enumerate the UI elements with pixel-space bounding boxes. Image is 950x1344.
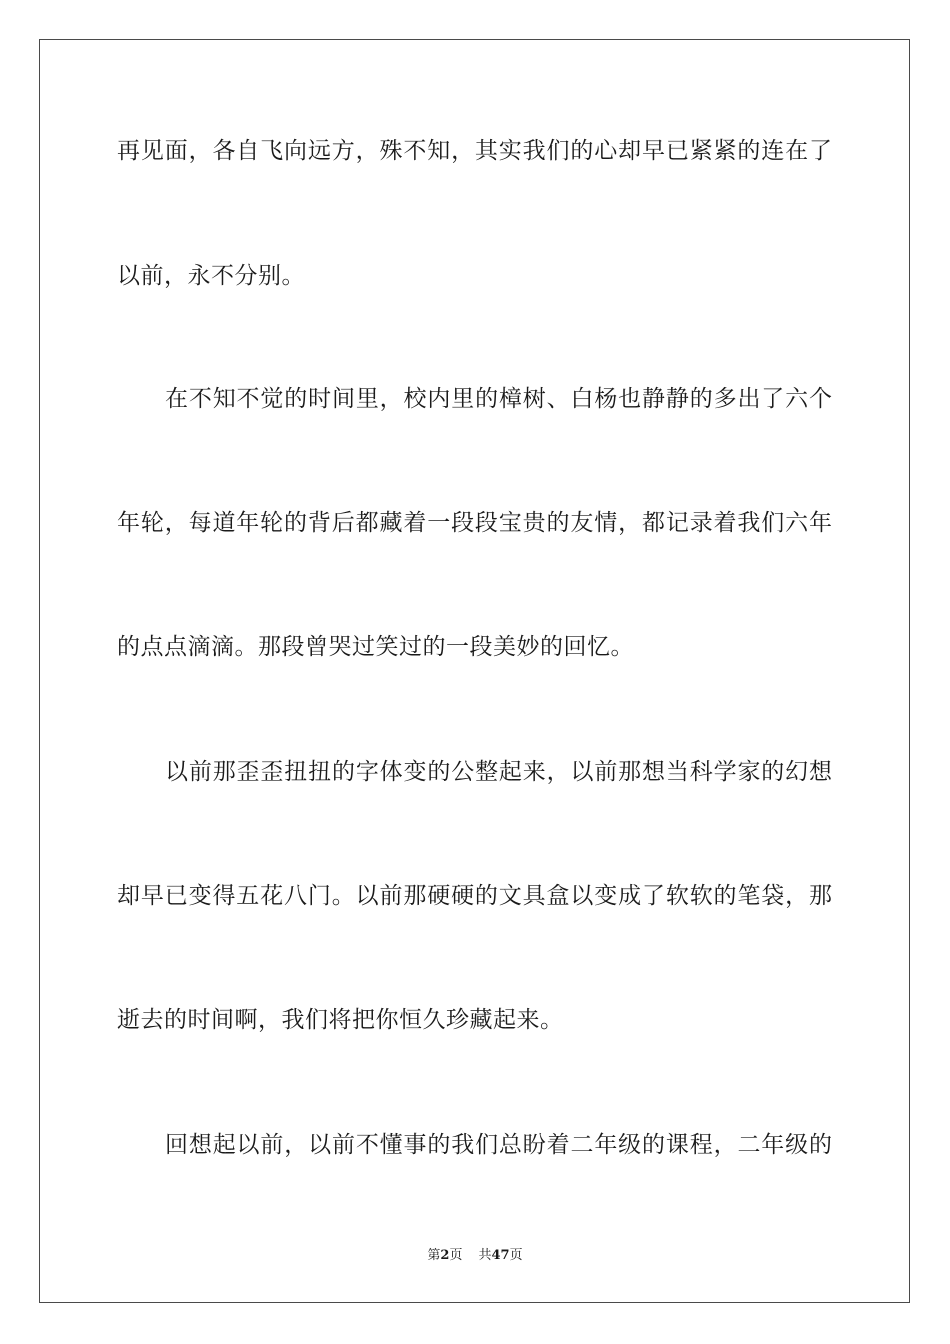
page-prefix: 第 [427,1248,441,1263]
text-line-8: 逝去的时间啊，我们将把你恒久珍藏起来。 [117,1007,564,1033]
total-pages: 47 [491,1248,510,1263]
total-suffix: 页 [509,1248,523,1263]
page-footer [0,1247,950,1265]
page-number: 2 [440,1248,450,1263]
text-line-3: 在不知不觉的时间里，校内里的樟树、白杨也静静的多出了六个 [165,386,832,412]
page-suffix: 页 [449,1248,463,1263]
page-frame [39,39,910,1303]
total-prefix: 共 [478,1248,492,1263]
text-line-6: 以前那歪歪扭扭的字体变的公整起来，以前那想当科学家的幻想 [165,759,832,785]
text-line-1: 再见面，各自飞向远方，殊不知，其实我们的心却早已紧紧的连在了 [117,138,832,164]
text-line-5: 的点点滴滴。那段曾哭过笑过的一段美妙的回忆。 [117,634,634,660]
text-line-4: 年轮，每道年轮的背后都藏着一段段宝贵的友情，都记录着我们六年 [117,510,832,536]
text-line-2: 以前，永不分别。 [117,263,305,289]
text-line-9: 回想起以前，以前不懂事的我们总盼着二年级的课程，二年级的 [165,1132,832,1158]
text-line-7: 却早已变得五花八门。以前那硬硬的文具盒以变成了软软的笔袋，那 [117,883,832,909]
